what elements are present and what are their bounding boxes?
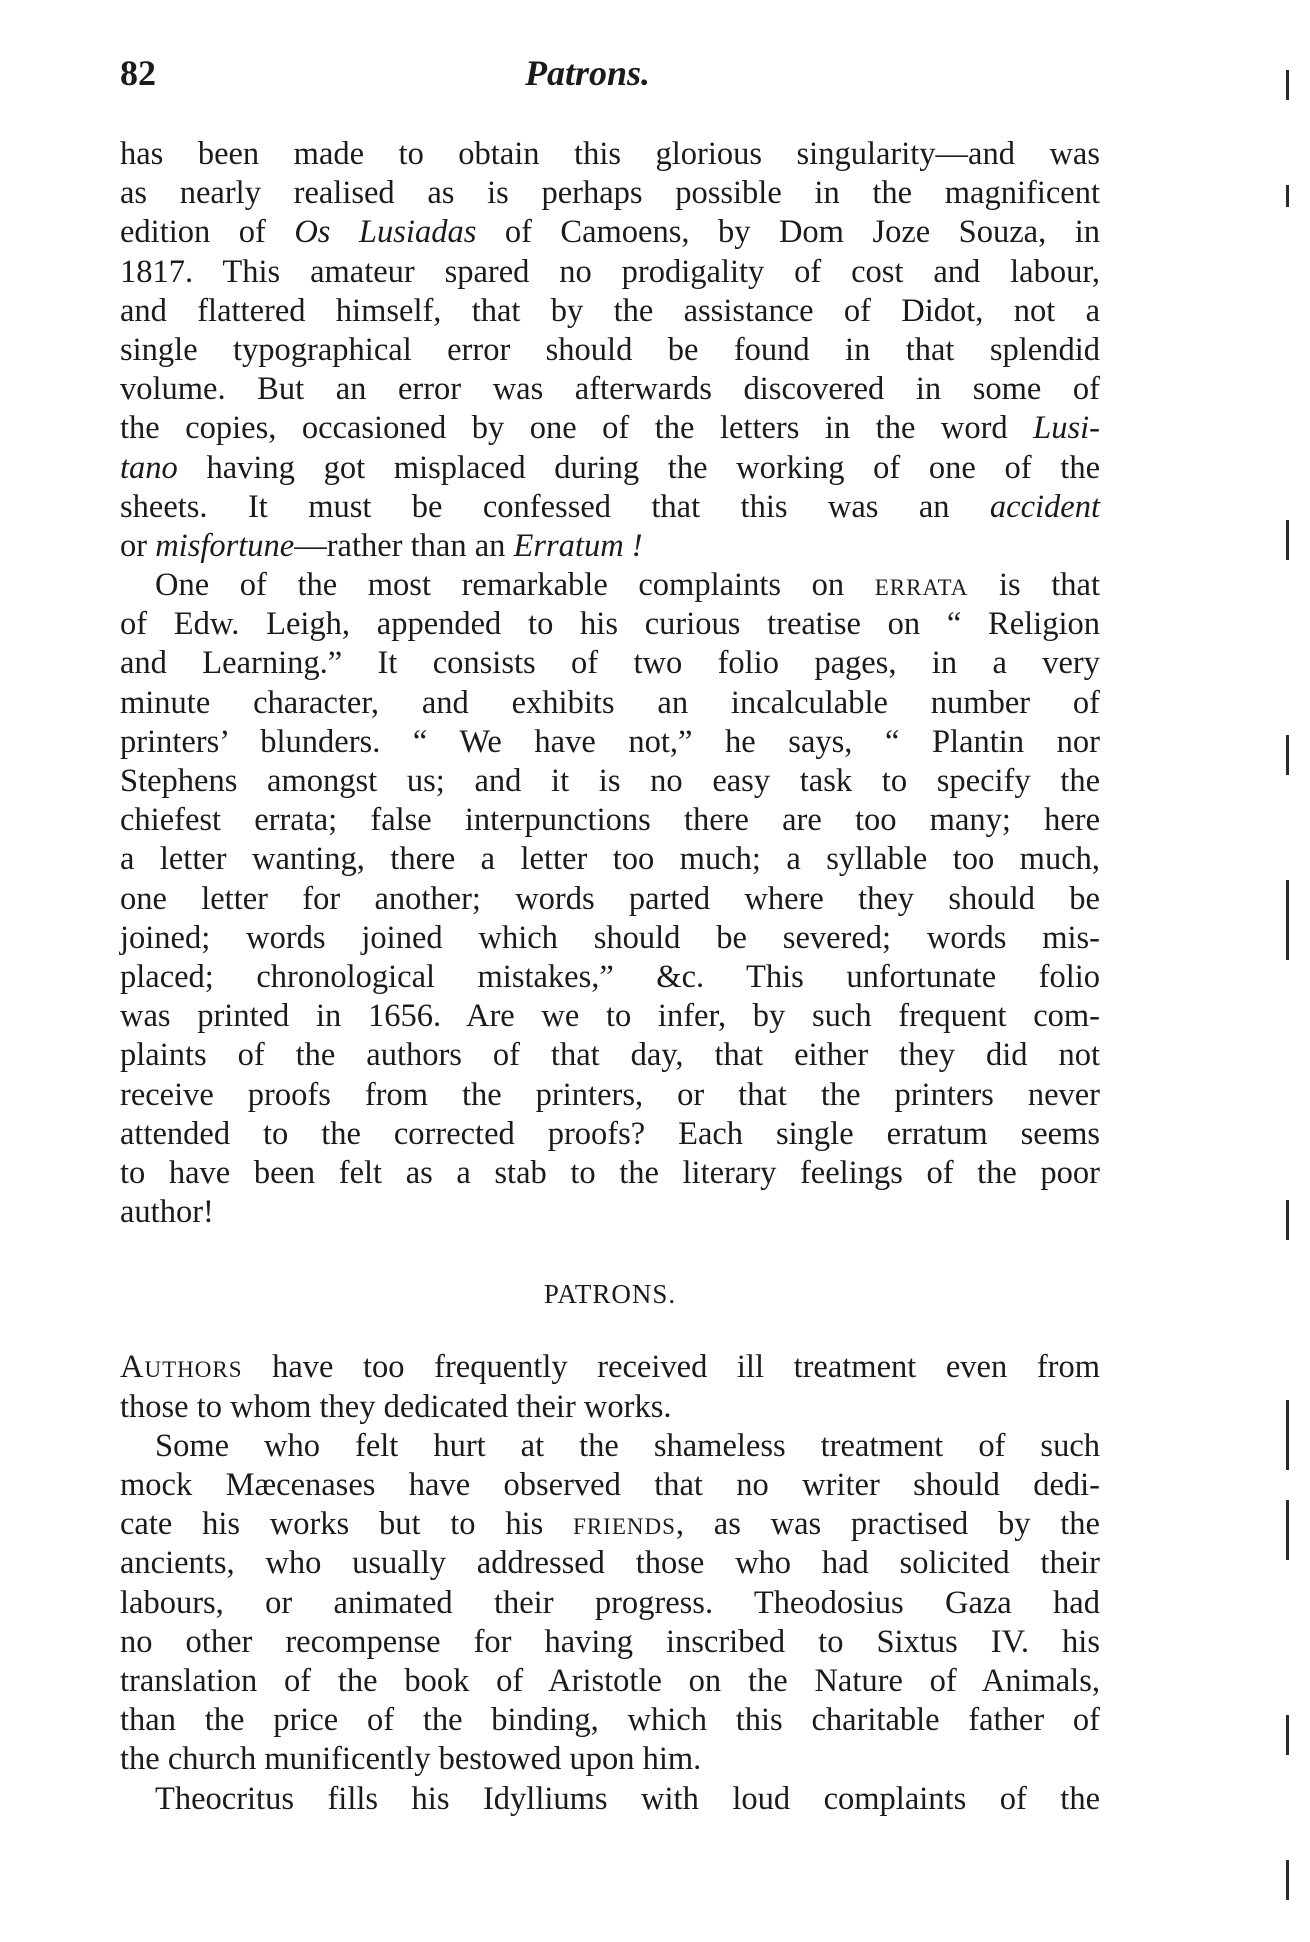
text-line: to have been felt as a stab to the literary feelings of the poor — [120, 1154, 1100, 1191]
running-head: Patrons. — [525, 53, 651, 93]
small-caps-word: errata — [874, 567, 969, 604]
text-line: the copies, occasioned by one of the letters in the word Lusi- — [120, 410, 1100, 447]
body-text — [120, 135, 1100, 1819]
text-line: author! — [120, 1194, 214, 1231]
text-line: one letter for another; words parted where they should be — [120, 880, 1100, 917]
paragraph-2 — [120, 566, 1100, 1232]
text-line: single typographical error should be found in that splendid — [120, 331, 1100, 368]
scan-edge-mark — [1286, 520, 1289, 560]
italic-word: tano — [120, 449, 178, 486]
text-line: Authors have too frequently received ill treatment even from — [120, 1349, 1100, 1386]
text-line: no other recompense for having inscribed to Sixtus IV. his — [120, 1623, 1100, 1660]
text-line: volume. But an error was afterwards discovered in some of — [120, 371, 1100, 408]
text-line: sheets. It must be confessed that this was an accident — [120, 488, 1100, 525]
scan-edge-mark — [1286, 185, 1289, 207]
paragraph-1 — [120, 135, 1100, 566]
text-line: Theocritus fills his Idylliums with loud complaints of the — [155, 1780, 1100, 1817]
text-line: minute character, and exhibits an incalculable number of — [120, 684, 1100, 721]
scan-edge-mark — [1286, 735, 1289, 775]
italic-word: misfortune — [155, 527, 295, 564]
paragraph-4 — [120, 1427, 1100, 1780]
text-line: those to whom they dedicated their works. — [120, 1388, 672, 1425]
text-line: a letter wanting, there a letter too much; a syllable too much, — [120, 841, 1100, 878]
scan-edge-mark — [1286, 1860, 1289, 1900]
small-caps-word: Authors — [120, 1349, 243, 1386]
text-line: mock Mæcenases have observed that no writer should dedi- — [120, 1467, 1100, 1503]
scan-edge-mark — [1286, 880, 1289, 960]
scan-edge-mark — [1286, 1715, 1289, 1755]
text-line: tano having got misplaced during the working of one of the — [120, 449, 1100, 486]
italic-word: accident — [989, 488, 1100, 525]
text-line: edition of Os Lusiadas of Camoens, by Dom Joze Souza, in — [120, 214, 1100, 251]
text-line: Stephens amongst us; and it is no easy task to specify the — [120, 763, 1100, 799]
text-line: as nearly realised as is perhaps possible in the magnificent — [120, 175, 1100, 212]
text-line: labours, or animated their progress. Theodosius Gaza had — [120, 1584, 1100, 1621]
text-line: printers’ blunders. “ We have not,” he says, “ Plantin nor — [120, 723, 1100, 760]
text-line: and Learning.” It consists of two folio pages, in a very — [120, 645, 1100, 682]
scan-edge-mark — [1286, 1200, 1289, 1240]
text-line: ancients, who usually addressed those who had solicited their — [120, 1545, 1100, 1582]
italic-title: Os Lusiadas — [294, 214, 477, 251]
paragraph-3 — [120, 1348, 1100, 1426]
text-line: was printed in 1656. Are we to infer, by such frequent com- — [120, 998, 1100, 1035]
text-line: 1817. This amateur spared no prodigality of cost and labour, — [120, 253, 1100, 290]
text-line: of Edw. Leigh, appended to his curious treatise on “ Religion — [120, 606, 1100, 643]
section-title: PATRONS. — [543, 1279, 677, 1310]
text-line: or misfortune—rather than an Erratum ! — [120, 527, 643, 564]
text-line: Some who felt hurt at the shameless treatment of such — [155, 1427, 1100, 1464]
text-line: cate his works but to his friends, as was practised by the — [120, 1506, 1100, 1543]
page-header — [120, 52, 1100, 102]
text-line: than the price of the binding, which this charitable father of — [120, 1702, 1100, 1739]
scan-edge-mark — [1286, 1500, 1289, 1560]
text-line: One of the most remarkable complaints on errata is that — [155, 567, 1100, 604]
text-line: has been made to obtain this glorious singularity—and was — [120, 136, 1100, 172]
italic-word: Erratum ! — [513, 527, 643, 564]
scan-edge-mark — [1286, 1400, 1289, 1470]
scan-edge-mark — [1286, 70, 1289, 100]
text-line: receive proofs from the printers, or that the printers never — [120, 1076, 1100, 1113]
text-line: plaints of the authors of that day, that either they did not — [120, 1037, 1100, 1074]
text-line: translation of the book of Aristotle on the Nature of Animals, — [120, 1662, 1100, 1699]
italic-word: Lusi- — [1033, 410, 1100, 447]
text-line: the church munificently bestowed upon him. — [120, 1741, 702, 1778]
text-line: placed; chronological mistakes,” &c. This unfortunate folio — [120, 958, 1100, 995]
page-number: 82 — [120, 53, 156, 93]
text-line: attended to the corrected proofs? Each single erratum seems — [120, 1115, 1100, 1152]
text-line: chiefest errata; false interpunctions there are too many; here — [120, 802, 1100, 839]
small-caps-word: friends — [573, 1506, 676, 1543]
text-line: and flattered himself, that by the assistance of Didot, not a — [120, 292, 1100, 329]
paragraph-5 — [120, 1780, 1100, 1819]
text-line: joined; words joined which should be severed; words mis- — [120, 919, 1100, 956]
